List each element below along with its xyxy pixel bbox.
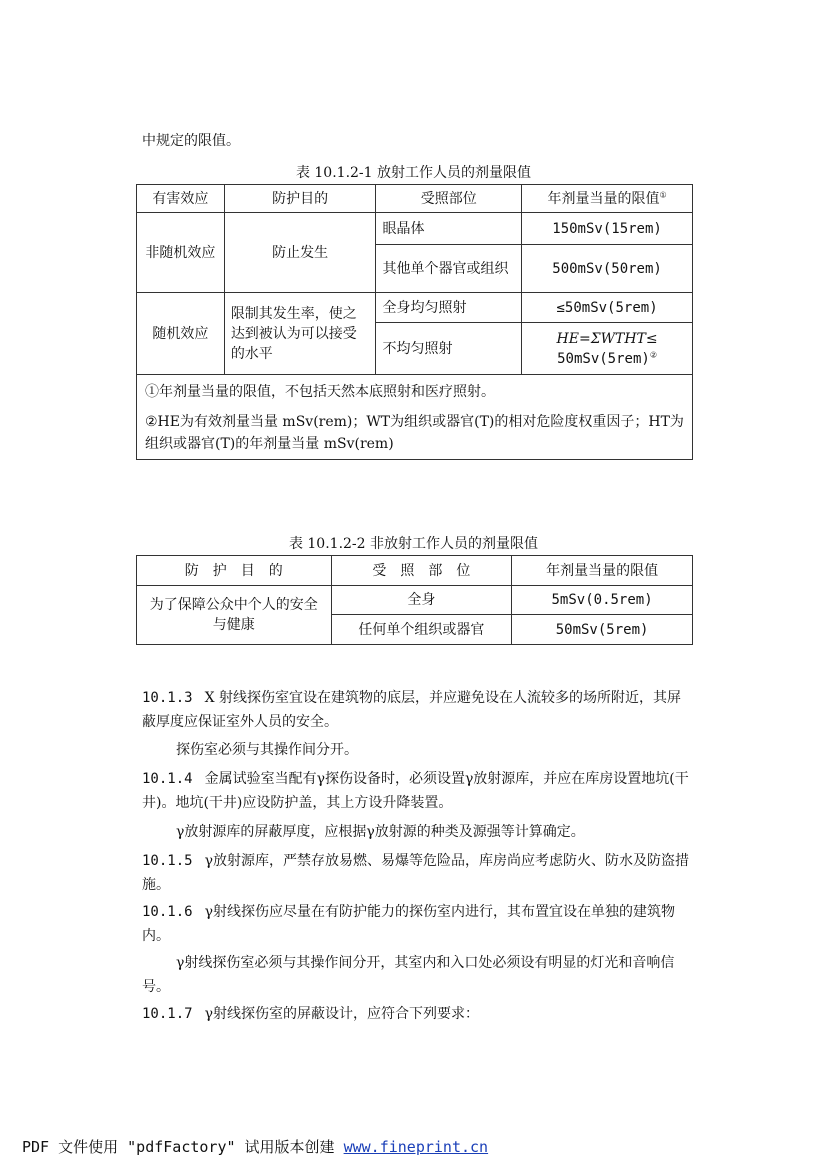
table1-part-lens: 眼晶体 — [376, 213, 522, 245]
table2-purpose: 为了保障公众中个人的安全与健康 — [137, 586, 332, 645]
section-10-1-6 — [142, 900, 692, 948]
table2-header-part: 受 照 部 位 — [331, 556, 512, 586]
table2-limit-organ: 50mSv(5rem) — [512, 615, 693, 645]
table1-note-1: ①年剂量当量的限值，不包括天然本底照射和医疗照射。 — [145, 384, 495, 400]
table1-effect-nonrandom: 非随机效应 — [137, 213, 225, 293]
section-10-1-7 — [142, 1002, 692, 1026]
table1-part-uniform: 全身均匀照射 — [376, 293, 522, 323]
table1-limit-formula-value: 50mSv(5rem) — [557, 350, 650, 367]
table2-limit-body: 5mSv(0.5rem) — [512, 586, 693, 615]
table1-part-nonuniform: 不均匀照射 — [376, 323, 522, 375]
table1-effect-random: 随机效应 — [137, 293, 225, 375]
section-10-1-4 — [142, 767, 692, 815]
section-text: γ放射源库，严禁存放易燃、易爆等危险品，库房尚应考虑防火、防水及防盗措施。 — [142, 853, 689, 893]
table1-note-2: ②HE为有效剂量当量 mSv(rem)；WT为组织或器官(T)的相对危险度权重因子；HT为组织或器官(T)的年剂量当量 mSv(rem) — [145, 414, 684, 452]
table1-purpose-limit: 限制其发生率，使之达到被认为可以接受的水平 — [224, 293, 376, 375]
paragraph: γ射线探伤室必须与其操作间分开，其室内和入口处必须设有明显的灯光和音响信号。 — [142, 955, 675, 995]
table1-purpose-prevent: 防止发生 — [224, 213, 376, 293]
table1-limit-organ: 500mSv(50rem) — [522, 245, 693, 293]
section-number: 10.1.5 — [142, 853, 193, 869]
table2 — [136, 555, 693, 645]
table1-notes — [137, 375, 693, 460]
table1-part-organ: 其他单个器官或组织 — [376, 245, 522, 293]
section-text: γ射线探伤应尽量在有防护能力的探伤室内进行，其布置宜设在单独的建筑物内。 — [142, 904, 675, 944]
section-number: 10.1.3 — [142, 690, 193, 706]
section-number: 10.1.6 — [142, 904, 193, 920]
table2-part-body: 全身 — [331, 586, 512, 615]
table2-caption: 表 10.1.2-2 非放射工作人员的剂量限值 — [288, 536, 539, 552]
table2-header-limit: 年剂量当量的限值 — [512, 556, 693, 586]
table1-header-part: 受照部位 — [376, 185, 522, 213]
section-number: 10.1.4 — [142, 771, 193, 787]
section-number: 10.1.7 — [142, 1006, 193, 1022]
table1-header-purpose: 防护目的 — [224, 185, 376, 213]
section-text: 金属试验室当配有γ探伤设备时，必须设置γ放射源库，并应在库房设置地坑(干井)。地坑(干井)应设防护盖，其上方设升降装置。 — [142, 771, 689, 811]
footer-link[interactable]: www.fineprint.cn — [343, 1138, 489, 1156]
section-text: X 射线探伤室宜设在建筑物的底层，并应避免设在人流较多的场所附近，其屏蔽厚度应保证室外人员的安全。 — [142, 690, 681, 730]
footnote-mark-2: ② — [649, 349, 657, 359]
table1-header-effect: 有害效应 — [137, 185, 225, 213]
table1-caption: 表 10.1.2-1 放射工作人员的剂量限值 — [295, 165, 532, 181]
table1-limit-uniform: ≤50mSv(5rem) — [522, 293, 693, 323]
pdf-footer — [22, 1136, 488, 1157]
footnote-mark-1: ① — [659, 189, 667, 199]
table1 — [136, 184, 693, 460]
table1-limit-lens: 150mSv(15rem) — [522, 213, 693, 245]
table1-header-limit — [522, 185, 693, 213]
table1-header-limit-text: 年剂量当量的限值 — [547, 190, 660, 207]
footer-text: PDF 文件使用 "pdfFactory" 试用版本创建 — [22, 1138, 344, 1156]
table2-header-purpose: 防 护 目 的 — [137, 556, 332, 586]
section-10-1-3 — [142, 686, 692, 734]
table2-part-organ: 任何单个组织或器官 — [331, 615, 512, 645]
paragraph: 探伤室必须与其操作间分开。 — [176, 742, 358, 758]
table1-limit-nonuniform — [522, 323, 693, 375]
table1-limit-formula: HE=ΣWTHT≤ — [556, 330, 658, 347]
paragraph: γ放射源库的屏蔽厚度，应根据γ放射源的种类及源强等计算确定。 — [176, 824, 585, 840]
intro-text: 中规定的限值。 — [142, 133, 240, 149]
section-text: γ射线探伤室的屏蔽设计，应符合下列要求： — [204, 1006, 479, 1022]
section-10-1-5 — [142, 849, 692, 897]
